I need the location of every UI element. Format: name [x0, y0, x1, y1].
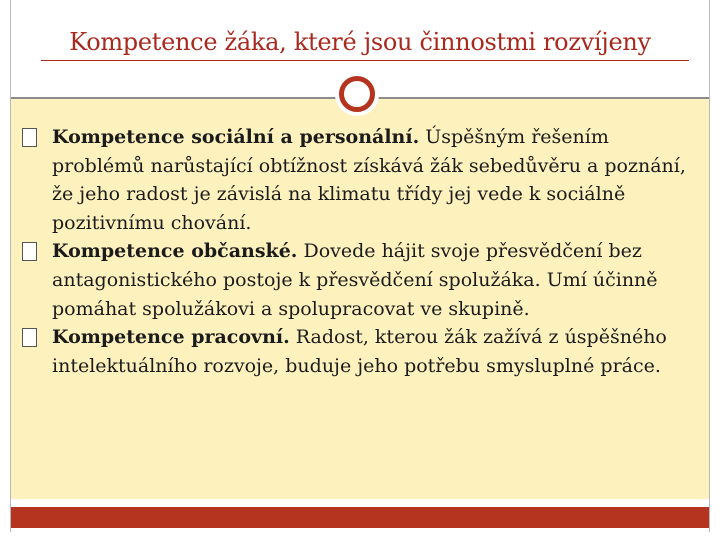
bullet-list	[22, 123, 702, 380]
bullet-item-work	[22, 323, 702, 380]
bullet-text: Dovede hájit svoje přesvědčení bez antagonistického postoje k přesvědčení spolužáka. Umí účinně pomáhat spolužákovi a spolupracovat ve skupině.	[52, 240, 658, 320]
square-bullet-icon	[22, 328, 37, 347]
square-bullet-icon	[22, 128, 37, 147]
square-bullet-icon	[22, 242, 37, 261]
footer-bar	[11, 507, 709, 528]
bullet-item-civic	[22, 237, 702, 323]
bullet-text: Úspěšným řešením problémů narůstající obtížnost získává žák sebedůvěru a poznání, že jeho radost je závislá na klimatu třídy jej vede k sociálně pozitivnímu chování.	[52, 126, 686, 234]
bullet-item-social	[22, 123, 702, 237]
title-underline	[41, 60, 689, 61]
bullet-lead: Kompetence pracovní.	[52, 326, 290, 349]
ring-ornament-icon	[339, 76, 375, 112]
bullet-lead: Kompetence občanské.	[52, 240, 298, 263]
slide-title: Kompetence žáka, které jsou činnostmi rozvíjeny	[69, 28, 651, 56]
bullet-lead: Kompetence sociální a personální.	[52, 126, 420, 148]
bullet-text: Radost, kterou žák zažívá z úspěšného intelektuálního rozvoje, buduje jeho potřebu smysluplné práce.	[52, 326, 667, 377]
